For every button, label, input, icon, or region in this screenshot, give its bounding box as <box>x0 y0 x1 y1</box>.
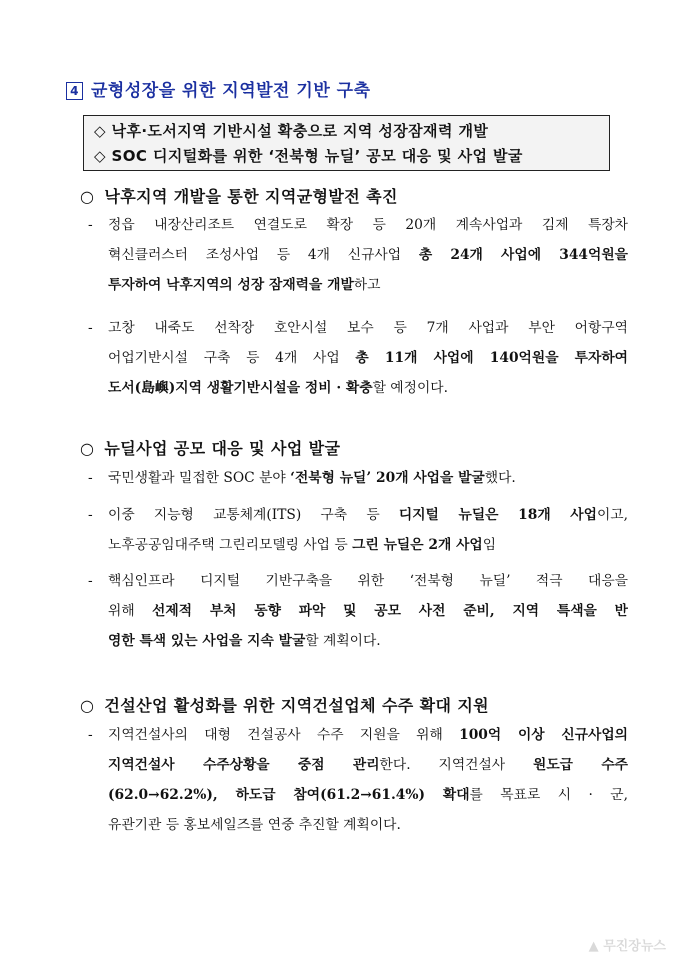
text-run: 정읍 내장산리조트 연결도로 확장 등 20개 계속사업과 김제 특장차 <box>108 217 628 233</box>
circle-bullet-icon: ○ <box>80 439 95 458</box>
text-run: 할 계획이다. <box>305 633 381 649</box>
summary-box <box>83 115 610 171</box>
bold-text: 지역건설사 수주상황을 중점 관리 <box>108 757 380 773</box>
dash-icon: - <box>88 507 93 523</box>
text-run: 하고 <box>353 277 381 293</box>
text-run: 노후공공임대주택 그린리모델링 사업 등 <box>108 537 353 553</box>
text-run: 이고, <box>596 507 628 523</box>
text-run: 이중 지능형 교통체계(ITS) 구축 등 <box>108 507 399 523</box>
bold-text: (62.0→62.2%), 하도급 참여(61.2→61.4%) 확대 <box>108 787 470 803</box>
text-line <box>108 720 628 750</box>
summary-line: ◇ 낙후·도서지역 기반시설 확충으로 지역 성장잠재력 개발 <box>94 122 489 140</box>
text-run: 했다. <box>484 470 516 486</box>
circle-bullet-icon: ○ <box>80 187 95 206</box>
section-heading-title: 균형성장을 위한 지역발전 기반 구축 <box>91 81 371 101</box>
text-run: 지역건설사의 대형 건설공사 수주 지원을 위해 <box>108 727 460 743</box>
bold-text: 그린 뉴딜은 2개 사업 <box>352 537 483 553</box>
subsection-title <box>80 693 489 716</box>
text-line <box>108 750 628 780</box>
section-heading <box>66 76 371 101</box>
subsection-title <box>80 436 340 459</box>
circle-bullet-icon: ○ <box>80 696 95 715</box>
bold-text: ‘전북형 뉴딜’ 20개 사업을 발굴 <box>290 470 485 486</box>
dash-icon: - <box>88 573 93 589</box>
bold-text: 디지털 뉴딜은 18개 사업 <box>398 507 597 523</box>
bold-text: 투자하여 낙후지역의 성장 잠재력을 개발 <box>108 277 354 293</box>
text-run: 혁신클러스터 조성사업 등 4개 신규사업 <box>108 247 419 263</box>
text-run: 를 목표로 시 · 군, <box>469 787 628 803</box>
text-line <box>108 210 628 240</box>
text-run: 임 <box>482 537 497 553</box>
subsection-title-text: 뉴딜사업 공모 대응 및 사업 발굴 <box>104 439 341 458</box>
text-run: 한다. 지역건설사 <box>379 757 534 773</box>
text-line <box>108 500 628 530</box>
text-run: 어업기반시설 구축 등 4개 사업 <box>108 350 356 366</box>
watermark-logo: ▲ 무진장뉴스 <box>588 939 666 954</box>
text-line <box>108 240 628 270</box>
bold-text: 영한 특색 있는 사업을 지속 발굴 <box>108 633 306 649</box>
dash-icon: - <box>88 470 93 486</box>
subsection-title <box>80 184 398 207</box>
text-line <box>108 810 628 840</box>
dash-icon: - <box>88 217 93 233</box>
summary-line: ◇ SOC 디지털화를 위한 ‘전북형 뉴딜’ 공모 대응 및 사업 발굴 <box>94 147 523 165</box>
bold-text: 원도급 수주 <box>533 757 628 773</box>
text-line <box>108 270 628 300</box>
text-run: 위해 <box>108 603 153 619</box>
text-line <box>108 343 628 373</box>
text-run: 핵심인프라 디지털 기반구축을 위한 ‘전북형 뉴딜’ 적극 대응을 <box>108 573 628 589</box>
text-line <box>108 373 628 403</box>
bold-text: 100억 이상 신규사업의 <box>459 727 628 743</box>
dash-icon: - <box>88 727 93 743</box>
bold-text: 도서(島嶼)지역 생활기반시설을 정비 · 확충 <box>108 380 373 396</box>
text-run: 고창 내죽도 선착장 호안시설 보수 등 7개 사업과 부안 어항구역 <box>108 320 628 336</box>
text-line <box>108 530 628 560</box>
subsection-title-text: 건설산업 활성화를 위한 지역건설업체 수주 확대 지원 <box>104 696 490 715</box>
text-line <box>108 780 628 810</box>
bold-text: 총 24개 사업에 344억원을 <box>418 247 628 263</box>
text-line <box>108 596 628 626</box>
bold-text: 선제적 부처 동향 파악 및 공모 사전 준비, 지역 특색을 반 <box>152 603 628 619</box>
text-line <box>108 313 628 343</box>
text-line <box>108 566 628 596</box>
subsection-title-text: 낙후지역 개발을 통한 지역균형발전 촉진 <box>104 187 398 206</box>
section-number-box: 4 <box>66 82 83 100</box>
dash-icon: - <box>88 320 93 336</box>
text-run: 국민생활과 밀접한 SOC 분야 <box>108 470 291 486</box>
text-run: 유관기관 등 홍보세일즈를 연중 추진할 계획이다. <box>108 817 401 833</box>
text-line <box>108 626 628 656</box>
text-run: 할 예정이다. <box>372 380 449 396</box>
bold-text: 총 11개 사업에 140억원을 투자하여 <box>355 350 628 366</box>
text-line <box>108 463 628 493</box>
